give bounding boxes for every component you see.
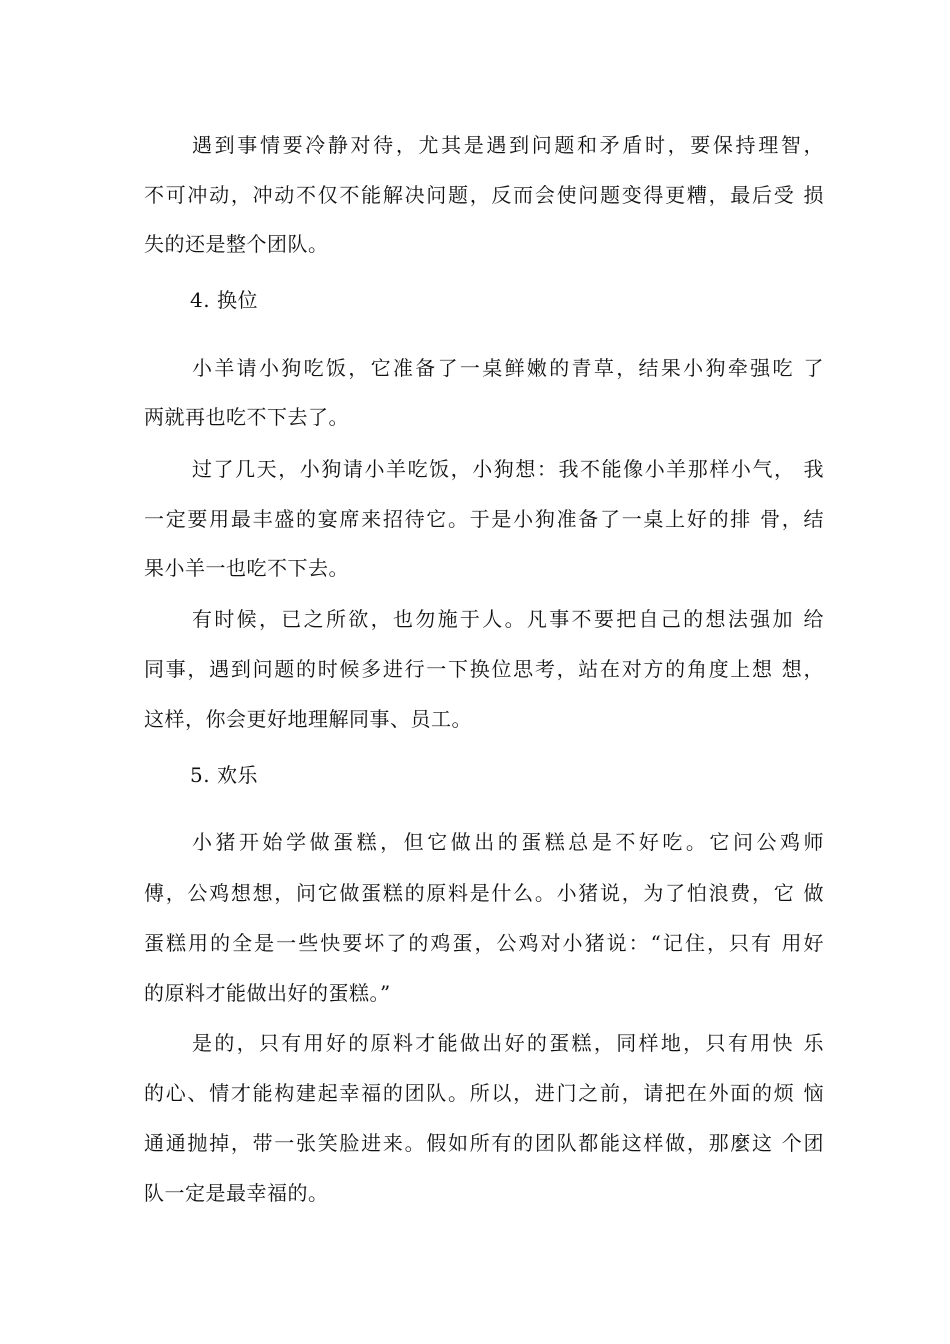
paragraph-1-line-3: 失的还是整个团队。	[144, 232, 329, 256]
paragraph-6-line-1: 是的，只有用好的原料才能做出好的蛋糕，同样地，只有用快 乐	[192, 1031, 824, 1055]
paragraph-5-line-1: 小猪开始学做蛋糕，但它做出的蛋糕总是不好吃。它问公鸡师	[192, 830, 824, 854]
paragraph-4-line-1: 有时候，已之所欲，也勿施于人。凡事不要把自己的想法强加 给	[192, 607, 824, 631]
paragraph-3-line-2: 一定要用最丰盛的宴席来招待它。于是小狗准备了一桌上好的排 骨，结	[144, 507, 824, 531]
paragraph-3-line-3: 果小羊一也吃不下去。	[144, 556, 349, 580]
paragraph-4-line-3: 这样，你会更好地理解同事、员工。	[144, 707, 472, 731]
section-heading-5: 5. 欢乐	[190, 763, 258, 787]
paragraph-1-line-2: 不可冲动，冲动不仅不能解决问题，反而会使问题变得更糟，最后受 损	[144, 183, 824, 207]
paragraph-2-line-1: 小羊请小狗吃饭，它准备了一桌鲜嫩的青草，结果小狗牵强吃 了	[192, 356, 824, 380]
paragraph-6-line-3: 通通抛掉，带一张笑脸进来。假如所有的团队都能这样做，那麼这 个团	[144, 1131, 824, 1155]
paragraph-2-line-2: 两就再也吃不下去了。	[144, 405, 349, 429]
paragraph-6-line-4: 队一定是最幸福的。	[144, 1181, 329, 1205]
paragraph-5-line-2: 傅，公鸡想想，问它做蛋糕的原料是什么。小猪说，为了怕浪费，它 做	[144, 881, 824, 905]
paragraph-5-line-3: 蛋糕用的全是一些快要坏了的鸡蛋，公鸡对小猪说：“记住，只有 用好	[144, 931, 824, 955]
section-heading-4: 4. 换位	[190, 288, 258, 312]
paragraph-5-line-4: 的原料才能做出好的蛋糕。”	[144, 981, 391, 1005]
paragraph-6-line-2: 的心、情才能构建起幸福的团队。所以，进门之前，请把在外面的烦 恼	[144, 1081, 824, 1105]
paragraph-1-line-1: 遇到事情要冷静对待，尤其是遇到问题和矛盾时，要保持理智，	[192, 133, 824, 157]
paragraph-4-line-2: 同事，遇到问题的时候多进行一下换位思考，站在对方的角度上想 想，	[144, 657, 824, 681]
paragraph-3-line-1: 过了几天，小狗请小羊吃饭，小狗想：我不能像小羊那样小气， 我	[192, 457, 824, 481]
